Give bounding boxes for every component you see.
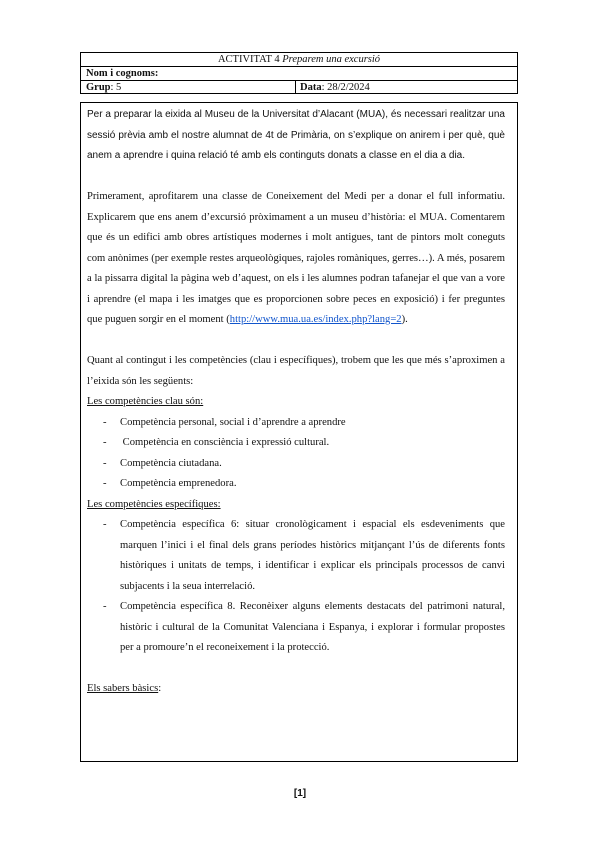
- intro-paragraph: Per a preparar la eixida al Museu de la Universitat d’Alacant (MUA), és necessari realitzar una sessió prèvia amb el nostre alumnat de 4t de Primària, on s’explique on anirem i per què, què anem a aprendre i quina relació té amb els continguts donats a classe en el dia a dia.: [87, 109, 505, 161]
- paragraph-explanation: [87, 187, 505, 331]
- list-item: [87, 474, 505, 495]
- name-label: Nom i cognoms:: [86, 68, 159, 79]
- list-item-text: Competència ciutadana.: [120, 457, 222, 469]
- document-body: [87, 105, 505, 700]
- dash-bullet: -: [103, 437, 107, 448]
- museum-link[interactable]: http://www.mua.ua.es/index.php?lang=2: [229, 314, 402, 325]
- basic-knowledge-heading: [87, 679, 505, 700]
- date-label: Data: [300, 82, 322, 93]
- activity-title: ACTIVITAT 4: [217, 54, 283, 65]
- list-item-text: Competència en consciència i expressió cultural.: [120, 437, 330, 448]
- paragraph-explanation-text: Primerament, aprofitarem una classe de Coneixement del Medi per a donar el full informatiu. Explicarem que ens anem d’excursió pròximament a un museu d’història: el MUA. Comentarem que és un edifici amb obres artístiques modernes i molt antigues, tant de pintors molt coneguts com anònimes (per exemple restes arqueològiques, rajoles romàniques, gerres…). A més, posarem a la pissarra digital la pàgina web d’aquest, on els i les alumnes podran tafanejar el que van a vore i aprendre (el mapa i les imatges que es proporcionen sobre peces en exposició) i fer preguntes que puguen sorgir en el moment (: [87, 191, 505, 325]
- key-competences-list: [87, 413, 505, 495]
- key-competences-heading: Les competències clau són:: [87, 396, 204, 407]
- activity-subtitle: Preparem una excursió: [282, 54, 381, 65]
- list-item-text: Competència personal, social i d’aprendre a aprendre: [120, 416, 346, 428]
- list-item-text: Competència específica 8. Reconèixer alguns elements destacats del patrimoni natural, històric i cultural de la Comunitat Valenciana i Espanya, i explorar i formular propostes per a promoure’n el reconeixement i la protecció.: [120, 601, 505, 653]
- list-item-text: Competència emprenedora.: [120, 478, 237, 489]
- activity-title-row: [80, 52, 518, 66]
- date-cell: [296, 81, 517, 93]
- group-date-row: [80, 80, 518, 94]
- group-cell: [81, 81, 296, 93]
- list-item: [87, 454, 505, 475]
- basic-knowledge-label: Els sabers bàsics: [87, 683, 159, 694]
- dash-bullet: -: [103, 519, 107, 530]
- group-label: Grup: [86, 82, 111, 93]
- paragraph-explanation-end: ).: [401, 314, 408, 325]
- group-value: : 5: [110, 82, 122, 93]
- list-item: [87, 413, 505, 434]
- name-row: [80, 66, 518, 80]
- list-item: [87, 597, 505, 659]
- basic-knowledge-colon: :: [158, 683, 162, 694]
- specific-competences-heading: Les competències específiques:: [87, 498, 221, 510]
- dash-bullet: -: [103, 601, 107, 612]
- list-item-text: Competència específica 6: situar cronològicament i espacial els esdeveniments que marquen l’inici i el final dels grans períodes històrics mitjançant l’ús de diferents fonts històriques i unitats de temps, i identificar i explicar els principals processos de canvi subjacents i la seua interrelació.: [120, 519, 505, 592]
- paragraph-competences: Quant al contingut i les competències (clau i específiques), trobem que les que més s’aproximen a l’eixida són les següents:: [87, 355, 505, 387]
- specific-competences-list: [87, 515, 505, 659]
- list-item: [87, 433, 505, 454]
- dash-bullet: -: [103, 416, 107, 428]
- dash-bullet: -: [103, 478, 107, 489]
- page-number: [1]: [293, 788, 307, 799]
- list-item: [87, 515, 505, 597]
- date-value: : 28/2/2024: [321, 82, 370, 93]
- dash-bullet: -: [103, 457, 107, 469]
